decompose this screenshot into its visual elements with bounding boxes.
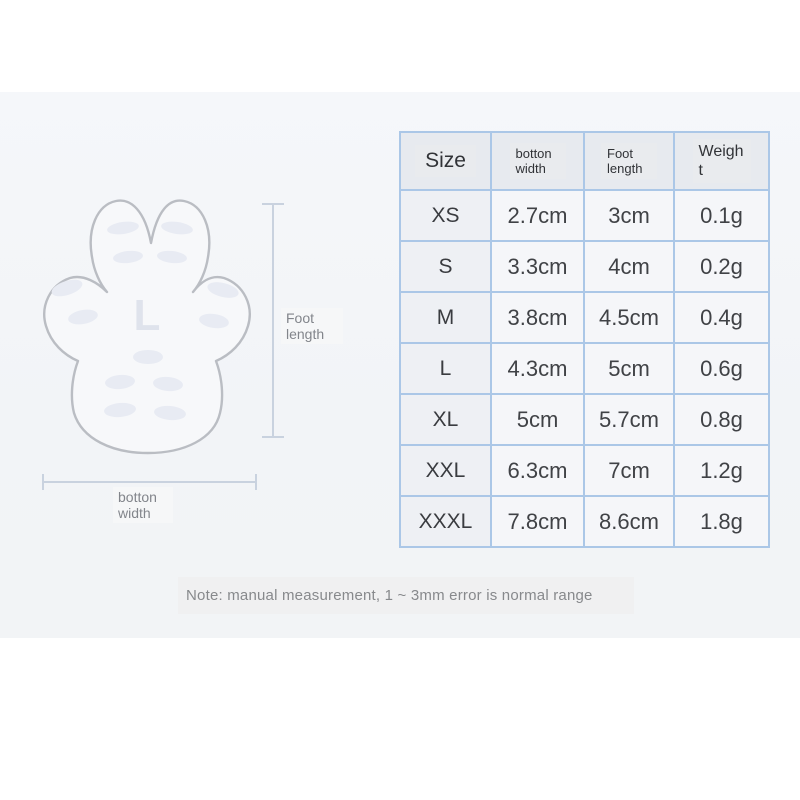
table-cell-weight: 0.6g (674, 343, 769, 394)
header-bottom-width (491, 132, 584, 190)
table-cell-bottom_width: 3.8cm (491, 292, 584, 343)
table-row (400, 292, 769, 343)
table-cell-size: XXL (400, 445, 491, 496)
header-foot-length-label: Foot length (601, 143, 657, 179)
measurement-note: Note: manual measurement, 1 ~ 3mm error is normal range (178, 577, 634, 614)
size-table (399, 131, 770, 548)
table-cell-weight: 0.1g (674, 190, 769, 241)
table-cell-size: S (400, 241, 491, 292)
header-bottom-width-label: botton width (510, 143, 566, 179)
table-cell-size: XXXL (400, 496, 491, 547)
table-cell-weight: 0.4g (674, 292, 769, 343)
table-cell-weight: 1.8g (674, 496, 769, 547)
header-foot-length (584, 132, 674, 190)
table-cell-foot_length: 5.7cm (584, 394, 674, 445)
table-cell-bottom_width: 6.3cm (491, 445, 584, 496)
table-cell-size: XS (400, 190, 491, 241)
table-cell-bottom_width: 2.7cm (491, 190, 584, 241)
table-row (400, 241, 769, 292)
table-cell-size: L (400, 343, 491, 394)
table-cell-bottom_width: 5cm (491, 394, 584, 445)
table-cell-weight: 1.2g (674, 445, 769, 496)
table-cell-bottom_width: 4.3cm (491, 343, 584, 394)
table-cell-foot_length: 4.5cm (584, 292, 674, 343)
table-cell-foot_length: 4cm (584, 241, 674, 292)
foot-length-label: Foot length (281, 308, 343, 344)
paw-pad-diagram (30, 193, 270, 473)
header-size (400, 132, 491, 190)
bottom-width-measure-line (42, 481, 257, 483)
table-row (400, 343, 769, 394)
table-cell-weight: 0.2g (674, 241, 769, 292)
table-row (400, 496, 769, 547)
header-weight (674, 132, 769, 190)
header-weight-label: Weight (693, 139, 751, 183)
table-row (400, 190, 769, 241)
table-cell-foot_length: 8.6cm (584, 496, 674, 547)
paw-size-letter: L (133, 291, 161, 340)
table-cell-foot_length: 7cm (584, 445, 674, 496)
table-cell-size: M (400, 292, 491, 343)
table-cell-size: XL (400, 394, 491, 445)
header-size-label: Size (415, 145, 476, 177)
table-row (400, 394, 769, 445)
table-cell-weight: 0.8g (674, 394, 769, 445)
size-table-body (400, 190, 769, 547)
table-cell-foot_length: 3cm (584, 190, 674, 241)
table-cell-bottom_width: 3.3cm (491, 241, 584, 292)
content-band (0, 92, 800, 638)
table-cell-foot_length: 5cm (584, 343, 674, 394)
table-header-row (400, 132, 769, 190)
table-cell-bottom_width: 7.8cm (491, 496, 584, 547)
bottom-width-label: botton width (113, 487, 173, 523)
table-row (400, 445, 769, 496)
foot-length-measure-line (272, 203, 274, 438)
